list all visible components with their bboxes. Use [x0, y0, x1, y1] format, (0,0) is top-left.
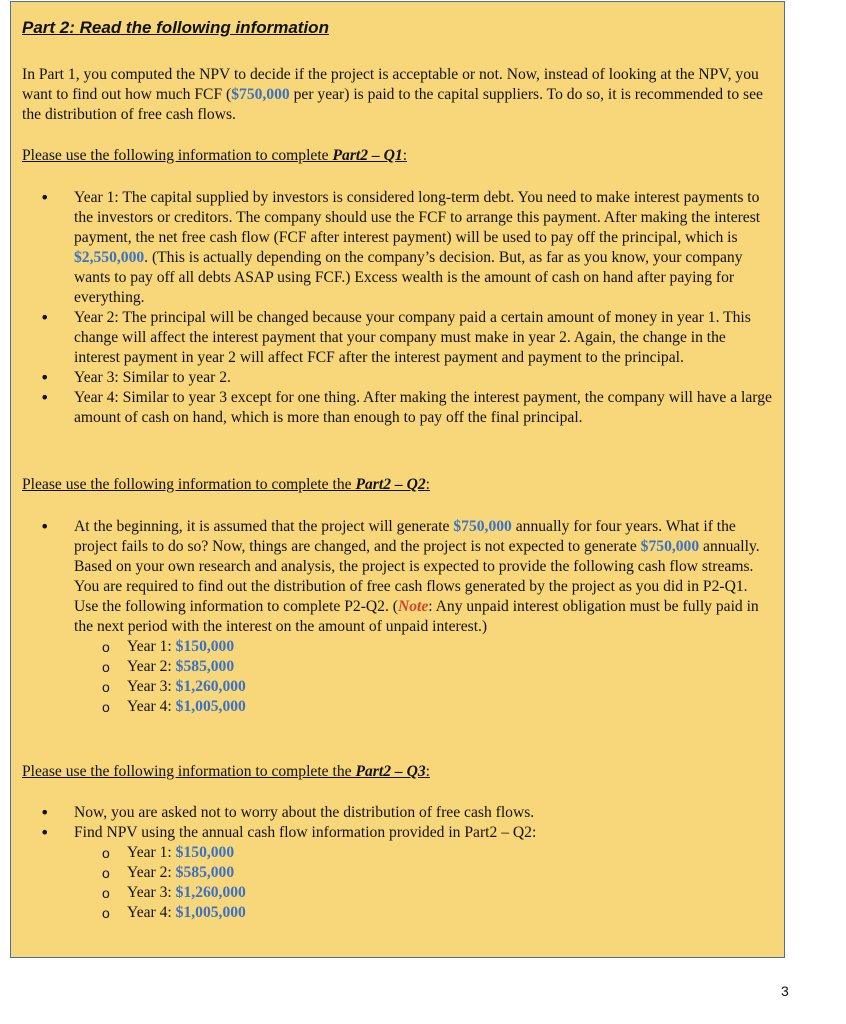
list-item: [74, 903, 774, 923]
intro-paragraph: [22, 65, 767, 125]
q2-bullet-list: [11, 517, 774, 717]
list-item: [74, 637, 774, 657]
year-label: Year 1:: [127, 844, 176, 861]
list-item: • Year 4: Similar to year 3 except for one thing. After making the interest payment, the company will have a large amount of cash on hand, which is more than enough to pay off the final principal.: [11, 388, 774, 428]
q2-text-c: annually. Based on your own research and analysis, the project is expected to provide the following cash flow streams. You are required to find out the distribution of free cash flows generated by the project as you did in P2-Q1. Use the following information to complete P2-Q2. (: [74, 538, 760, 615]
list-item: [74, 697, 774, 717]
q3-subheading-suffix: :: [425, 763, 430, 780]
info-box: [10, 1, 785, 958]
section-heading: Part 2: Read the following information: [22, 18, 329, 37]
list-item: [74, 657, 774, 677]
q2-amount-2: $750,000: [640, 538, 700, 555]
q2-subheading-ref: Part2 – Q2: [355, 476, 426, 493]
year-amount: $150,000: [175, 638, 235, 655]
list-item: [74, 843, 774, 863]
list-item: [11, 823, 774, 923]
page-number: 3: [781, 983, 789, 999]
q3-subheading-ref: Part2 – Q3: [355, 763, 426, 780]
intro-amount: $750,000: [231, 86, 290, 103]
list-item: [11, 188, 774, 308]
q1-bullet1-text: Year 1: The capital supplied by investors is considered long-term debt. You need to make interest payments to the investors or creditors. The company should use the FCF to arrange this payment. After making the interest payment, the net free cash flow (FCF after interest payment) will be used to pay off the principal, which is: [74, 189, 761, 246]
list-item: [74, 863, 774, 883]
q1-subheading-suffix: :: [402, 147, 408, 164]
year-amount: $150,000: [175, 844, 235, 861]
q1-bullet1-text-b: . (This is actually depending on the company’s decision. But, as far as you know, your company wants to pay off all debts ASAP using FCF.) Excess wealth is the amount of cash on hand after paying for everything.: [74, 249, 743, 306]
q1-principal-amount: $2,550,000: [74, 249, 145, 266]
q3-subheading: [22, 762, 430, 782]
q1-subheading-ref: Part2 – Q1: [332, 147, 403, 164]
list-item: [74, 677, 774, 697]
q2-text-a: At the beginning, it is assumed that the project will generate: [74, 518, 454, 535]
intro-text-2: per year) is paid to the capital suppliers. To do so, it is recommended to see the distribution of free cash flows.: [22, 86, 763, 123]
q3-bullet2-text: Find NPV using the annual cash flow information provided in Part2 – Q2:: [74, 824, 537, 841]
q3-year-list: [74, 843, 774, 923]
list-item: • Year 3: Similar to year 2.: [11, 368, 774, 388]
list-item: • Now, you are asked not to worry about the distribution of free cash flows.: [11, 803, 774, 823]
list-item: [11, 517, 774, 717]
q3-bullet-list: [11, 803, 774, 923]
year-label: Year 3:: [127, 884, 176, 901]
q1-bullet-list: [11, 188, 774, 428]
list-item: [74, 883, 774, 903]
q2-text-d: : Any unpaid interest obligation must be fully paid in the next period with the interest on the amount of unpaid interest.): [74, 598, 759, 635]
q2-year-list: [74, 637, 774, 717]
q1-subheading: [22, 146, 407, 166]
q2-subheading-prefix: Please use the following information to complete the: [22, 476, 356, 493]
year-label: Year 4:: [127, 698, 176, 715]
year-amount: $1,005,000: [175, 904, 246, 921]
year-label: Year 3:: [127, 678, 176, 695]
year-label: Year 4:: [127, 904, 176, 921]
year-label: Year 1:: [127, 638, 176, 655]
q2-note-label: Note: [397, 598, 429, 615]
intro-text-1: In Part 1, you computed the NPV to decide if the project is acceptable or not. Now, instead of looking at the NPV, you want to find out how much FCF (: [22, 66, 759, 103]
year-amount: $585,000: [175, 658, 235, 675]
q2-subheading: [22, 475, 430, 495]
year-amount: $1,260,000: [175, 678, 246, 695]
q3-subheading-prefix: Please use the following information to complete the: [22, 763, 356, 780]
q2-text-b: annually for four years. What if the project fails to do so? Now, things are changed, and the project is not expected to generate: [74, 518, 736, 555]
year-amount: $1,005,000: [175, 698, 246, 715]
list-item: • Year 2: The principal will be changed because your company paid a certain amount of money in year 1. This change will affect the interest payment that your company must make in year 2. Again, the change in the interest payment in year 2 will affect FCF after the interest payment and payment to the principal.: [11, 308, 774, 368]
q2-amount-1: $750,000: [453, 518, 512, 535]
year-amount: $585,000: [175, 864, 235, 881]
q2-subheading-suffix: :: [425, 476, 430, 493]
year-label: Year 2:: [127, 864, 176, 881]
q1-subheading-prefix: Please use the following information to complete: [22, 147, 333, 164]
year-amount: $1,260,000: [175, 884, 246, 901]
year-label: Year 2:: [127, 658, 176, 675]
